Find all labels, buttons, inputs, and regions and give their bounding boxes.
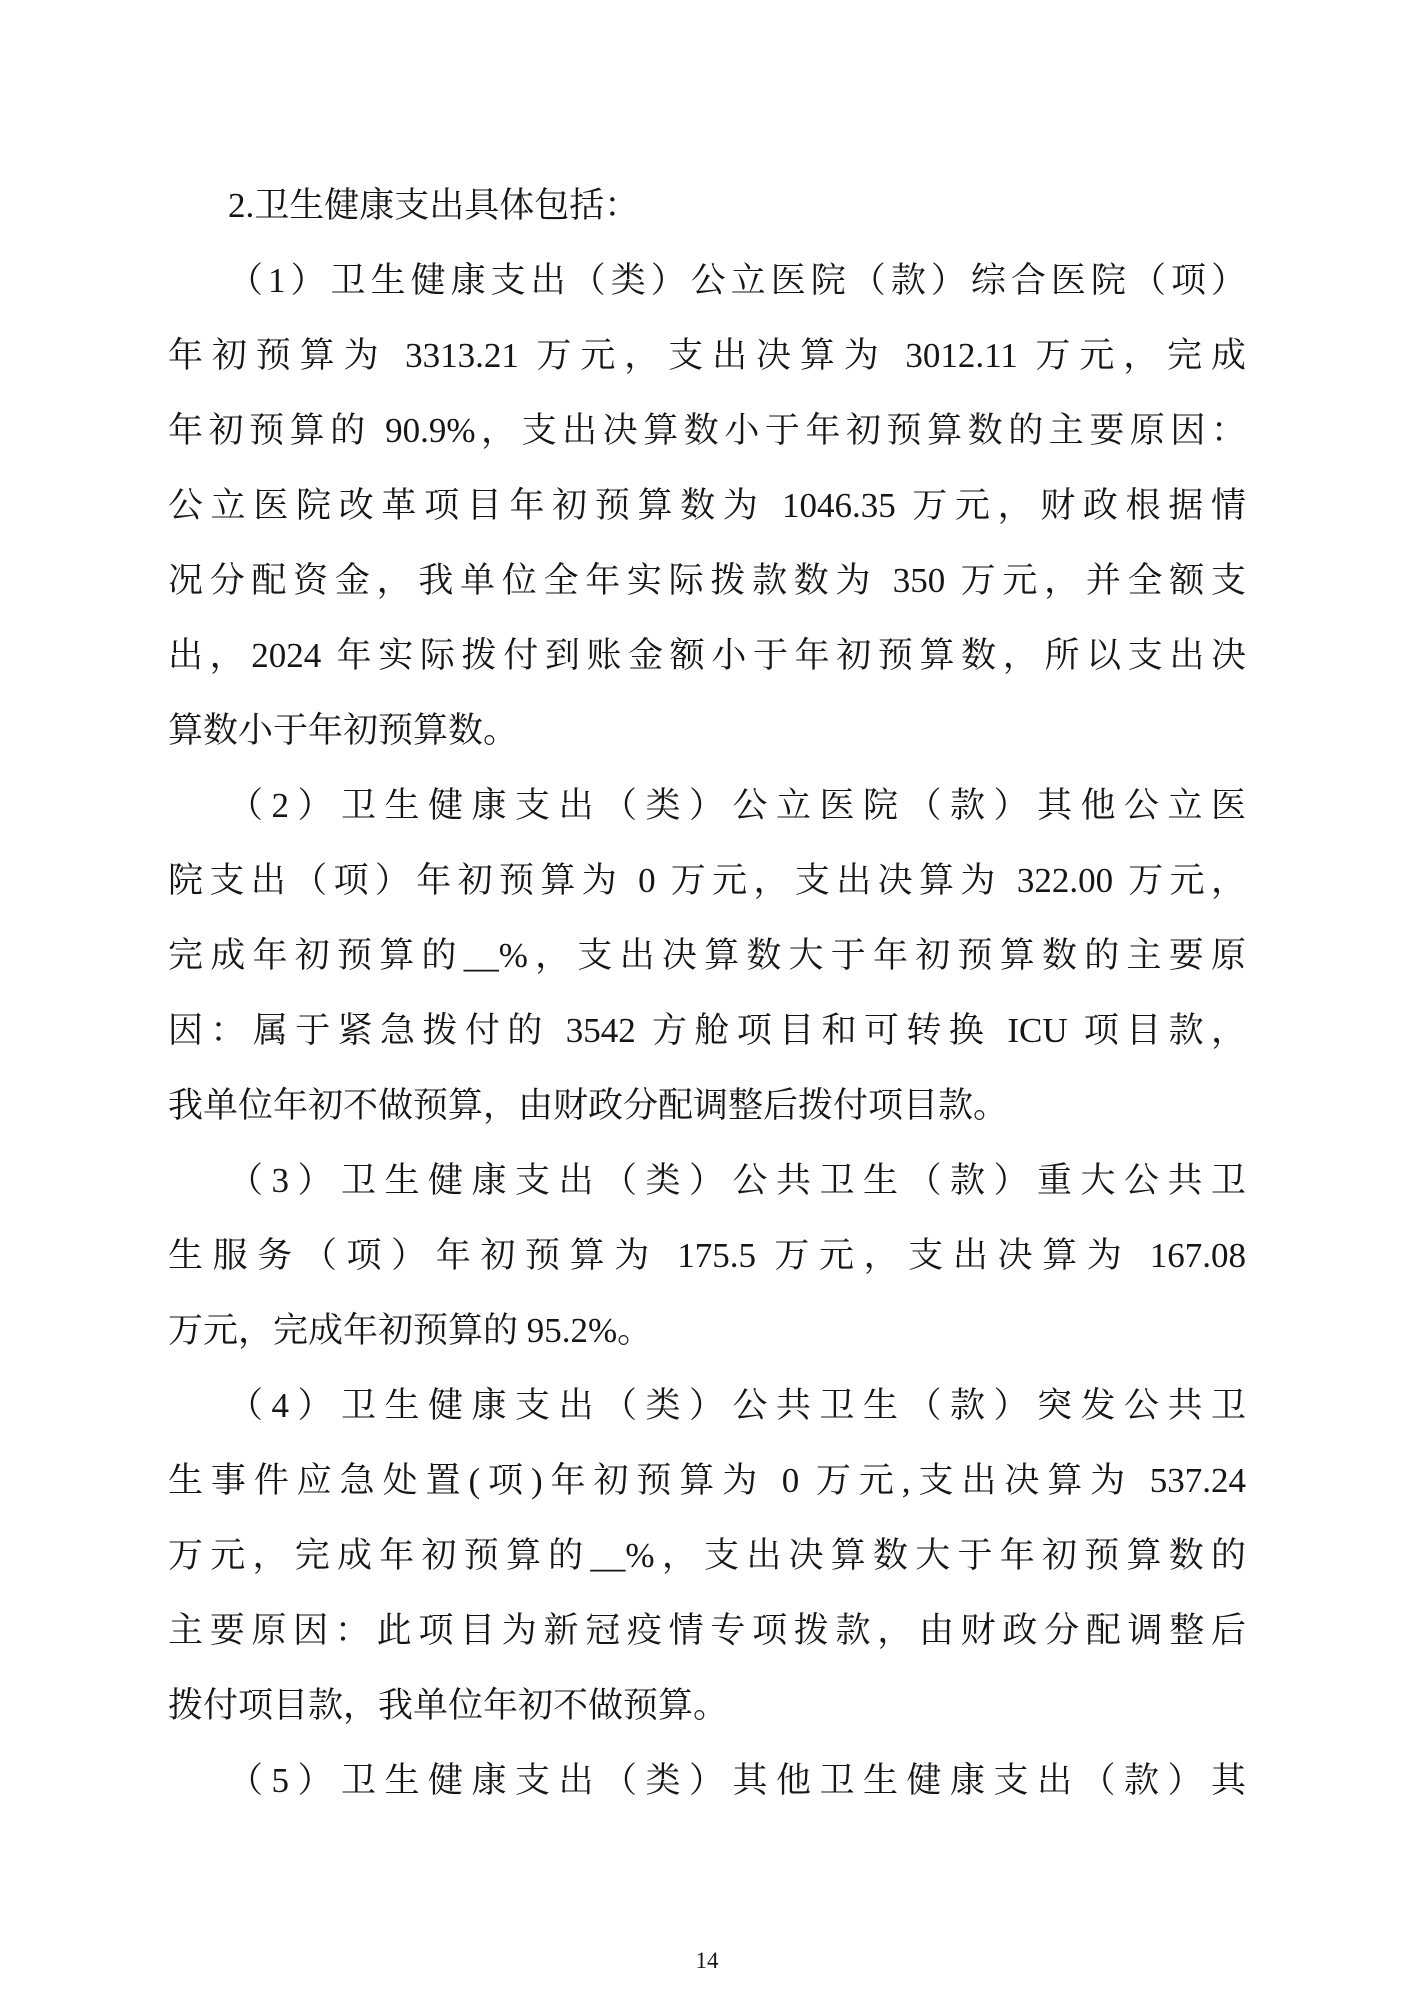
text-line: 万元，完成年初预算的__%，支出决算数大于年初预算数的	[168, 1536, 1246, 1575]
text-line: 拨付项目款，我单位年初不做预算。	[168, 1686, 729, 1725]
text-line: 况分配资金，我单位全年实际拨款数为 350 万元，并全额支	[168, 561, 1246, 600]
text-line: 年初预算的 90.9%，支出决算数小于年初预算数的主要原因：	[168, 411, 1246, 450]
text-line: 主要原因：此项目为新冠疫情专项拨款，由财政分配调整后	[168, 1611, 1246, 1650]
text-line: （2）卫生健康支出（类）公立医院（款）其他公立医	[228, 786, 1246, 825]
paragraph	[168, 243, 1246, 768]
text-line: 生事件应急处置(项)年初预算为 0 万元,支出决算为 537.24	[168, 1461, 1246, 1500]
text-line: 我单位年初不做预算，由财政分配调整后拨付项目款。	[168, 1086, 1009, 1125]
text-line: （5）卫生健康支出（类）其他卫生健康支出（款）其	[228, 1761, 1246, 1800]
paragraph	[168, 768, 1246, 1143]
text-line: 完成年初预算的__%，支出决算数大于年初预算数的主要原	[168, 936, 1246, 975]
document-body	[168, 168, 1246, 1818]
paragraph	[168, 1143, 1246, 1368]
paragraph	[168, 1368, 1246, 1743]
text-line: 万元，完成年初预算的 95.2%。	[168, 1311, 653, 1350]
text-line: 算数小于年初预算数。	[168, 711, 519, 750]
page-number: 14	[695, 1948, 719, 1973]
text-line: 生服务（项）年初预算为 175.5 万元，支出决算为 167.08	[168, 1236, 1246, 1275]
paragraph	[168, 168, 1246, 243]
text-line: （4）卫生健康支出（类）公共卫生（款）突发公共卫	[228, 1386, 1246, 1425]
text-line: 院支出（项）年初预算为 0 万元，支出决算为 322.00 万元，	[168, 861, 1246, 900]
paragraph	[168, 1743, 1246, 1818]
text-line: 2.卫生健康支出具体包括：	[228, 186, 640, 225]
text-line: 出，2024 年实际拨付到账金额小于年初预算数，所以支出决	[168, 636, 1246, 675]
text-line: 年初预算为 3313.21 万元，支出决算为 3012.11 万元，完成	[168, 336, 1246, 375]
text-line: 公立医院改革项目年初预算数为 1046.35 万元，财政根据情	[168, 486, 1246, 525]
text-line: （1）卫生健康支出（类）公立医院（款）综合医院（项）	[228, 261, 1246, 300]
text-line: 因：属于紧急拨付的 3542 方舱项目和可转换 ICU 项目款，	[168, 1011, 1246, 1050]
text-line: （3）卫生健康支出（类）公共卫生（款）重大公共卫	[228, 1161, 1246, 1200]
